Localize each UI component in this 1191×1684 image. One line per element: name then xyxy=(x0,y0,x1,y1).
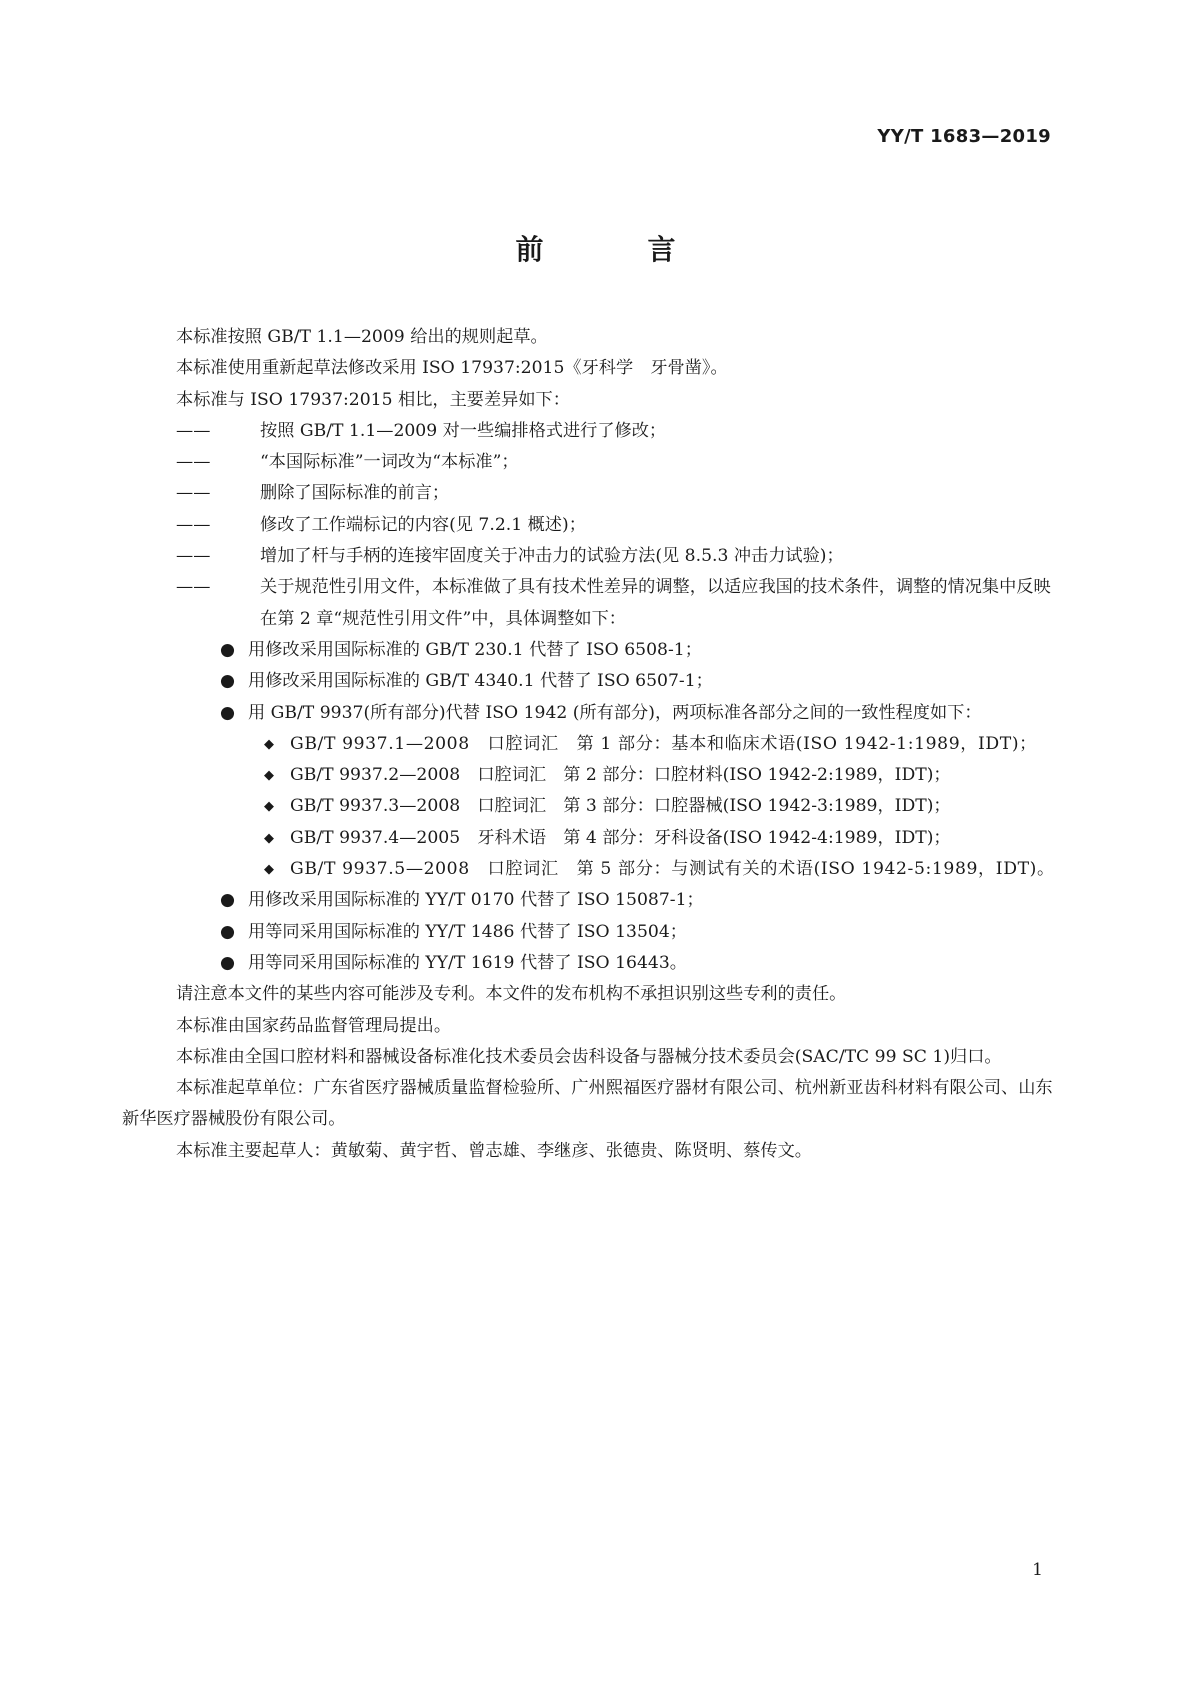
dash-text: 删除了国际标准的前言； xyxy=(260,483,450,504)
page-number: 1 xyxy=(1032,1560,1043,1580)
diamond-icon: ◆ xyxy=(264,768,274,784)
dash-mark: —— xyxy=(176,546,211,567)
bullet-item xyxy=(122,698,1066,729)
dash-text: 修改了工作端标记的内容(见 7.2.1 概述)； xyxy=(260,514,586,535)
diamond-text: GB/T 9937.5—2008 口腔词汇 第 5 部分：与测试有关的术语(ISO 1942-5:1989，IDT)。 xyxy=(290,859,1055,880)
bullet-icon: ● xyxy=(220,921,235,942)
bullet-icon: ● xyxy=(220,890,235,911)
paragraph: 本标准由国家药品监督管理局提出。 xyxy=(176,1015,452,1036)
dash-text: 增加了杆与手柄的连接牢固度关于冲击力的试验方法(见 8.5.3 冲击力试验)； xyxy=(260,546,844,567)
dash-mark: —— xyxy=(176,514,211,535)
document-body xyxy=(122,322,1066,1167)
diamond-item xyxy=(122,854,1066,885)
bullet-text: 用 GB/T 9937(所有部分)代替 ISO 1942 (所有部分)，两项标准各部分之间的一致性程度如下： xyxy=(248,702,982,723)
bullet-text: 用修改采用国际标准的 GB/T 230.1 代替了 ISO 6508-1； xyxy=(248,639,702,660)
dash-mark: —— xyxy=(176,452,211,473)
diamond-text: GB/T 9937.4—2005 牙科术语 第 4 部分：牙科设备(ISO 1942-4:1989，IDT)； xyxy=(290,827,951,848)
dash-text: 按照 GB/T 1.1—2009 对一些编排格式进行了修改； xyxy=(260,420,667,441)
paragraph: 请注意本文件的某些内容可能涉及专利。本文件的发布机构不承担识别这些专利的责任。 xyxy=(176,984,847,1005)
dash-mark: —— xyxy=(176,420,211,441)
page-title: 前 言 xyxy=(515,233,714,266)
dash-item xyxy=(176,510,1066,541)
bullet-item xyxy=(122,917,1066,948)
dash-text: “本国际标准”一词改为“本标准”； xyxy=(260,452,519,473)
diamond-text: GB/T 9937.3—2008 口腔词汇 第 3 部分：口腔器械(ISO 1942-3:1989，IDT)； xyxy=(290,796,951,817)
diamond-item xyxy=(122,729,1066,760)
paragraph: 本标准使用重新起草法修改采用 ISO 17937:2015《牙科学 牙骨凿》。 xyxy=(176,358,728,379)
paragraph: 本标准由全国口腔材料和器械设备标准化技术委员会齿科设备与器械分技术委员会(SAC/TC 99 SC 1)归口。 xyxy=(176,1046,1002,1067)
dash-mark: —— xyxy=(176,483,211,504)
dash-item xyxy=(176,572,1066,635)
bullet-icon: ● xyxy=(220,639,235,660)
bullet-item xyxy=(122,635,1066,666)
dash-item xyxy=(176,416,1066,447)
diamond-icon: ◆ xyxy=(264,736,275,752)
diamond-text: GB/T 9937.1—2008 口腔词汇 第 1 部分：基本和临床术语(ISO 1942-1:1989，IDT)； xyxy=(290,733,1037,754)
diamond-item xyxy=(122,760,1066,791)
dash-item xyxy=(176,478,1066,509)
diamond-text: GB/T 9937.2—2008 口腔词汇 第 2 部分：口腔材料(ISO 1942-2:1989，IDT)； xyxy=(290,765,951,786)
bullet-icon: ● xyxy=(220,671,235,692)
dash-item xyxy=(176,541,1066,572)
dash-mark: —— xyxy=(176,577,211,598)
bullet-item xyxy=(122,666,1066,697)
bullet-item xyxy=(122,885,1066,916)
bullet-text: 用等同采用国际标准的 YY/T 1619 代替了 ISO 16443。 xyxy=(248,952,687,973)
dash-text: 关于规范性引用文件，本标准做了具有技术性差异的调整，以适应我国的技术条件，调整的情况集中反映在第 2 章“规范性引用文件”中，具体调整如下： xyxy=(260,577,1051,629)
bullet-text: 用等同采用国际标准的 YY/T 1486 代替了 ISO 13504； xyxy=(248,921,687,942)
bullet-icon: ● xyxy=(220,702,235,723)
bullet-item xyxy=(122,948,1066,979)
standard-code: YY/T 1683—2019 xyxy=(877,126,1051,147)
paragraph: 本标准与 ISO 17937:2015 相比，主要差异如下： xyxy=(176,389,570,410)
paragraph: 本标准起草单位：广东省医疗器械质量监督检验所、广州熙福医疗器材有限公司、杭州新亚齿科材料有限公司、山东新华医疗器械股份有限公司。 xyxy=(122,1078,1053,1130)
bullet-text: 用修改采用国际标准的 YY/T 0170 代替了 ISO 15087-1； xyxy=(248,890,704,911)
diamond-icon: ◆ xyxy=(264,862,275,878)
bullet-text: 用修改采用国际标准的 GB/T 4340.1 代替了 ISO 6507-1； xyxy=(248,671,713,692)
diamond-item xyxy=(122,791,1066,822)
diamond-icon: ◆ xyxy=(264,799,274,815)
paragraph: 本标准按照 GB/T 1.1—2009 给出的规则起草。 xyxy=(176,327,548,347)
diamond-item xyxy=(122,823,1066,854)
paragraph: 本标准主要起草人：黄敏菊、黄宇哲、曾志雄、李继彦、张德贵、陈贤明、蔡传文。 xyxy=(176,1140,812,1161)
diamond-icon: ◆ xyxy=(264,830,274,846)
dash-item xyxy=(176,447,1066,478)
bullet-icon: ● xyxy=(220,952,235,973)
